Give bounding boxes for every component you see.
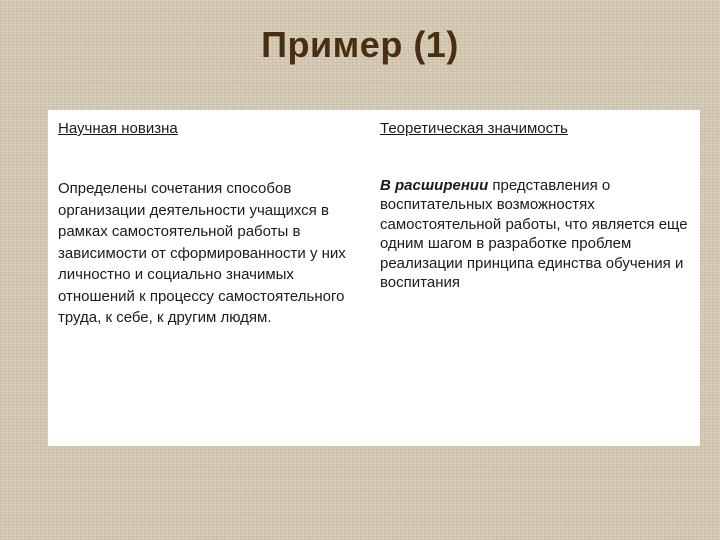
- theoretical-significance-heading: Теоретическая значимость: [380, 120, 568, 137]
- slide-title: Пример (1): [261, 24, 459, 65]
- content-panel: [48, 110, 700, 446]
- body-text: представления о воспитательных возможностях самостоятельной работы, что является еще одним шагом в разработке проблем реализации принципа единства обучения и воспитания: [380, 177, 688, 292]
- scientific-novelty-heading: Научная новизна: [58, 120, 178, 137]
- theoretical-significance-text: [380, 176, 692, 292]
- scientific-novelty-text: Определены сочетания способов организации деятельности учащихся в рамках самостоятельной работы в зависимости от сформированности у них личностно и социально значимых отношений к процессу самостоятельного труда, к себе, к другим людям.: [58, 180, 346, 326]
- emphasis-text: В расширении: [380, 177, 489, 194]
